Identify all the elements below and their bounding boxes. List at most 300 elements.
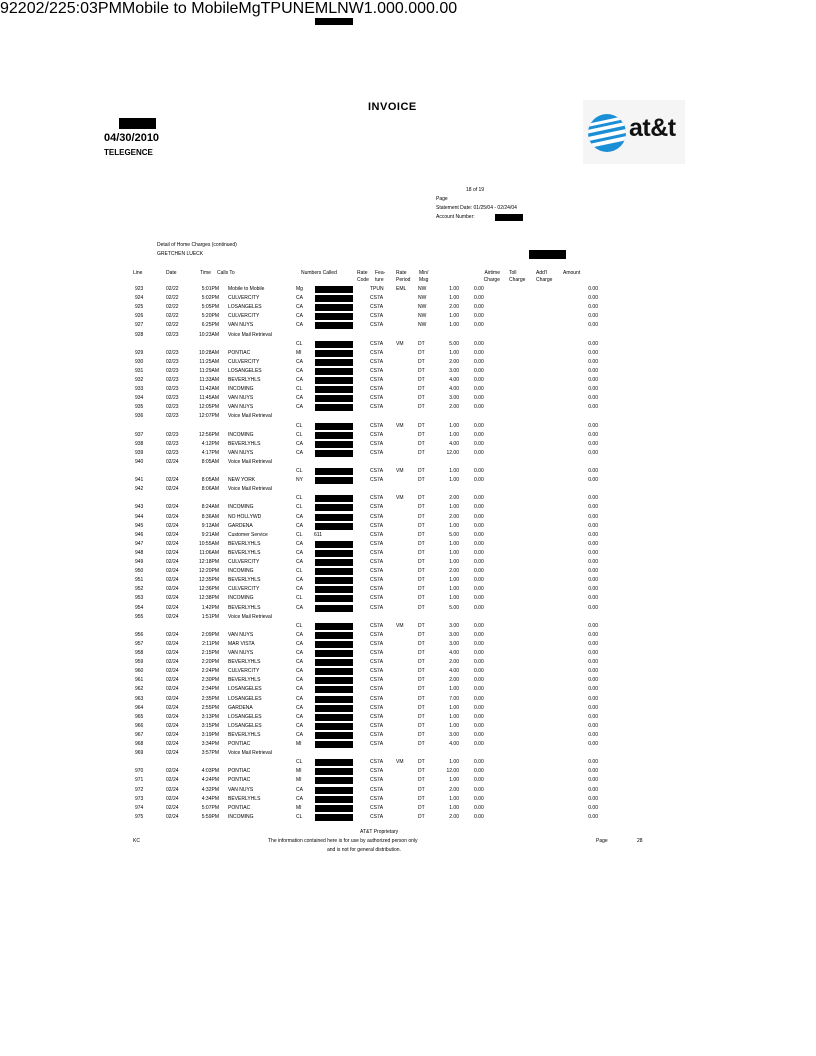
cell-line: 949 [135, 559, 144, 565]
cell-airtime: 0.00 [474, 759, 484, 766]
cell-time: 5:07PM [201, 804, 219, 811]
cell-state: NY [296, 477, 303, 484]
cell-amount: 0.00 [588, 404, 598, 411]
footer-page-number: 28 [637, 838, 643, 844]
cell-rate-period: DT [418, 367, 425, 374]
cell-calls-to: PONTIAC [228, 777, 251, 784]
cell-time: 5:20PM [201, 313, 219, 320]
cell-date: 02/24 [166, 568, 179, 575]
table-row [0, 413, 816, 420]
cell-amount: 0.00 [588, 468, 598, 474]
cell-line: 958 [135, 650, 144, 656]
cell-amount: 0.00 [588, 395, 598, 402]
cell-calls-to: NO HOLLYWD [228, 513, 262, 520]
redacted-number [315, 777, 353, 784]
cell-rate-period: DT [418, 577, 425, 584]
cell-state: CA [296, 677, 303, 684]
cell-rate-code: CS7A [370, 513, 384, 520]
cell-date: 02/24 [166, 713, 179, 720]
cell-rate-period: DT [418, 813, 425, 820]
cell-rate-period: DT [418, 659, 425, 666]
cell-date: 02/24 [166, 549, 179, 556]
cell-date: 02/22 [166, 304, 179, 311]
cell-line: 930 [135, 358, 144, 365]
cell-rate-period: DT [418, 595, 425, 602]
cell-rate-code: CS7A [370, 522, 384, 529]
col-airtime: Airtime Charge [483, 270, 500, 283]
cell-line: 946 [135, 531, 144, 538]
cell-time: 12:35PM [198, 577, 219, 584]
cell-min: 12.00 [446, 768, 459, 775]
table-row [0, 632, 816, 639]
footer-page-label: Page [596, 838, 608, 844]
cell-date: 02/24 [166, 586, 179, 593]
cell-min: 2.00 [449, 813, 459, 820]
table-row [0, 514, 816, 521]
invoice-date: 04/30/2010 [104, 132, 160, 144]
cell-time: 11:45AM [199, 395, 219, 402]
cell-amount: 0.00 [588, 477, 598, 484]
cell-min: 2.00 [449, 304, 459, 311]
cell-calls-to: PONTIAC [228, 804, 251, 811]
cell-min: 3.00 [449, 622, 459, 629]
table-row [0, 705, 816, 712]
cell-rate-code: CS7A [370, 404, 384, 411]
cell-airtime: 0.00 [474, 559, 484, 565]
redacted-number [315, 341, 353, 348]
cell-line: 945 [135, 522, 144, 529]
cell-amount: 0.00 [588, 440, 598, 447]
cell-line: 947 [135, 540, 144, 547]
redacted-number [315, 759, 353, 766]
redacted-number [315, 504, 353, 511]
footer-code: KC [133, 838, 140, 844]
cell-airtime: 0.00 [474, 604, 484, 611]
cell-calls-to: VAN NUYS [228, 786, 254, 793]
cell-state: CL [296, 531, 303, 538]
cell-line: 950 [135, 568, 144, 575]
cell-amount: 0.00 [588, 322, 598, 329]
cell-date: 02/24 [166, 722, 179, 729]
table-row [0, 432, 816, 439]
col-rate-period: Rate Period [396, 270, 411, 283]
cell-amount: 0.00 [588, 286, 598, 292]
cell-state: CA [296, 295, 303, 302]
cell-rate-code: CS7A [370, 804, 384, 811]
redacted-number [315, 350, 353, 357]
cell-time: 2:20PM [201, 659, 219, 666]
cell-time: 12:05PM [198, 404, 219, 411]
cell-calls-to: CULVERCITY [228, 586, 260, 593]
cell-rate-code: CS7A [370, 295, 384, 302]
cell-line: 941 [135, 477, 144, 484]
redacted-number [315, 568, 353, 575]
cell-line: 944 [135, 513, 144, 520]
cell-calls-to: INCOMING [228, 568, 254, 575]
cell-rate-period: DT [418, 477, 425, 484]
cell-rate-period: DT [418, 395, 425, 402]
cell-date: 02/24 [166, 604, 179, 611]
table-row [0, 659, 816, 666]
cell-line: 926 [135, 313, 144, 320]
cell-rate-code: CS7A [370, 304, 384, 311]
cell-rate-code: TPUN [260, 0, 305, 17]
cell-rate-code: CS7A [370, 741, 384, 747]
cell-amount: 0.00 [588, 340, 598, 347]
cell-time: 3:34PM [201, 741, 219, 747]
table-row [0, 404, 816, 411]
cell-airtime: 0.00 [474, 386, 484, 393]
cell-amount: 0.00 [588, 586, 598, 593]
cell-amount: 0.00 [588, 513, 598, 520]
cell-time: 3:15PM [201, 722, 219, 729]
table-row [0, 759, 816, 766]
cell-rate-period: DT [418, 386, 425, 393]
cell-rate-code: CS7A [370, 559, 384, 565]
cell-state: CA [296, 577, 303, 584]
cell-time: 12:20PM [198, 568, 219, 575]
cell-line: 965 [135, 713, 144, 720]
cell-amount: 0.00 [588, 449, 598, 456]
cell-amount: 0.00 [588, 595, 598, 602]
cell-state: CA [296, 659, 303, 666]
col-numbers-called: Numbers Called [301, 270, 337, 276]
cell-airtime: 0.00 [474, 504, 484, 511]
cell-rate-period: DT [418, 440, 425, 447]
cell-rate-code: CS7A [370, 568, 384, 575]
cell-calls-to: BEVERLYHLS [228, 604, 261, 611]
cell-time: 4:03PM [201, 768, 219, 775]
cell-airtime: 0.00 [474, 349, 484, 356]
cell-calls-to: Voice Mail Retrieval [228, 486, 272, 493]
redacted-number [315, 432, 353, 439]
cell-rate-code: CS7A [370, 549, 384, 556]
cell-rate-code: CS7A [370, 722, 384, 729]
cell-airtime: 0.00 [474, 631, 484, 638]
cell-rate-period: DT [418, 586, 425, 593]
table-row [0, 777, 816, 784]
cell-time: 8:05AM [201, 458, 219, 465]
table-row [0, 714, 816, 721]
cell-rate-period: NW [418, 322, 427, 329]
cell-rate-period: NW [418, 313, 427, 320]
logo-text: at&t [629, 114, 676, 142]
cell-airtime: 0.00 [474, 340, 484, 347]
cell-amount: 0.00 [588, 540, 598, 547]
table-row [0, 677, 816, 684]
cell-airtime: 0.00 [474, 468, 484, 474]
cell-calls-to: Voice Mail Retrieval [228, 613, 272, 620]
cell-line: 931 [135, 367, 144, 374]
proprietary-label: AT&T Proprietary [360, 829, 399, 835]
cell-amount: 0.00 [588, 768, 598, 775]
cell-calls-to: CULVERCITY [228, 295, 260, 302]
customer-name: GRETCHEN LUECK [157, 251, 204, 257]
redacted-number [315, 768, 353, 775]
cell-calls-to: BEVERLYHLS [228, 677, 261, 684]
cell-line: 954 [135, 604, 144, 611]
cell-date: 02/24 [166, 686, 179, 693]
cell-rate-code: CS7A [370, 504, 384, 511]
cell-line: 975 [135, 813, 144, 820]
cell-state: CL [296, 386, 303, 393]
redacted-number [315, 523, 353, 530]
cell-line: 923 [135, 286, 144, 292]
cell-rate-period: DT [418, 768, 425, 775]
cell-time: 1:42PM [201, 604, 219, 611]
cell-amount: 0.00 [588, 568, 598, 575]
redacted-number [315, 550, 353, 557]
cell-calls-to: INCOMING [228, 386, 254, 393]
cell-min: 1.00 [449, 295, 459, 302]
cell-time: 2:11PM [202, 640, 219, 647]
cell-rate-code: CS7A [370, 349, 384, 356]
cell-min: 1.00 [449, 795, 459, 802]
cell-min: 1.00 [449, 804, 459, 811]
cell-min: 5.00 [449, 340, 459, 347]
cell-line: 935 [135, 404, 144, 411]
cell-airtime: 0.00 [474, 395, 484, 402]
cell-airtime: 0.00 [474, 568, 484, 575]
cell-state: CA [296, 440, 303, 447]
cell-state: CA [296, 650, 303, 656]
cell-amount: 0.00 [588, 786, 598, 793]
cell-rate-period: NW [418, 304, 427, 311]
cell-state: CA [296, 513, 303, 520]
cell-rate-code: CS7A [370, 604, 384, 611]
page-of: 18 of 19 [466, 187, 485, 193]
cell-line: 966 [135, 722, 144, 729]
cell-state: CA [296, 358, 303, 365]
cell-rate-code: CS7A [370, 477, 384, 484]
cell-rate-code: CS7A [370, 313, 384, 320]
cell-amount: 0.00 [588, 531, 598, 538]
cell-rate-period: DT [418, 731, 425, 738]
cell-rate-period: DT [418, 377, 425, 383]
cell-airtime: 0.00 [474, 531, 484, 538]
cell-state: CA [296, 704, 303, 711]
cell-rate-period: DT [418, 522, 425, 529]
redacted-number [315, 787, 353, 794]
cell-min: 1.00 [449, 722, 459, 729]
redacted-number [315, 441, 353, 448]
cell-amount: 0.00 [588, 577, 598, 584]
redacted-number [315, 423, 353, 430]
cell-rate-code: CS7A [370, 449, 384, 456]
redacted-number [315, 814, 353, 821]
cell-rate-period: DT [418, 677, 425, 684]
cell-min: 4.00 [449, 386, 459, 393]
cell-min: 3.00 [449, 640, 459, 647]
redacted-number [315, 586, 353, 593]
cell-amount: 0.00 [588, 431, 598, 438]
cell-date: 02/24 [166, 540, 179, 547]
cell-calls-to: CULVERCITY [228, 313, 260, 320]
table-row [0, 486, 816, 493]
cell-date: 02/24 [166, 522, 179, 529]
redacted-number [315, 304, 353, 311]
table-row [0, 350, 816, 357]
cell-airtime: 0.00 [474, 440, 484, 447]
cell-time: 10:28AM [198, 349, 219, 356]
cell-rate-period: DT [418, 340, 425, 347]
redacted-number [315, 668, 353, 675]
cell-rate-period: DT [418, 759, 425, 766]
cell-airtime: 0.00 [474, 586, 484, 593]
cell-calls-to: VAN NUYS [228, 404, 254, 411]
table-row [0, 332, 816, 339]
table-row [0, 814, 816, 821]
cell-time: 4:34PM [201, 795, 219, 802]
section-title: Detail of Home Charges (continued) [157, 242, 237, 248]
cell-time: 8:36AM [201, 513, 219, 520]
cell-amount: 0.00 [588, 695, 598, 702]
cell-amount: 0.00 [588, 422, 598, 429]
cell-calls-to: BEVERLYHLS [228, 540, 261, 547]
cell-time: 8:05AM [201, 477, 219, 484]
cell-min: 1.00 [449, 559, 459, 565]
cell-line: 956 [135, 631, 144, 638]
redaction-box [529, 250, 566, 259]
cell-min: 1.00 [449, 504, 459, 511]
cell-airtime: 0.00 [474, 577, 484, 584]
cell-date: 02/24 [166, 741, 179, 747]
cell-state: CA [296, 668, 303, 675]
cell-rate-period: DT [418, 513, 425, 520]
cell-time: 2:34PM [201, 686, 219, 693]
cell-calls-to: Voice Mail Retrieval [228, 413, 272, 420]
cell-line: 951 [135, 577, 144, 584]
cell-date: 02/23 [166, 358, 179, 365]
cell-amount: 0.00 [588, 504, 598, 511]
table-row [0, 568, 816, 575]
company-name: TELEGENCE [104, 148, 153, 157]
cell-min: 1.00 [449, 322, 459, 329]
cell-rate-period: DT [418, 804, 425, 811]
cell-airtime: 0.00 [474, 786, 484, 793]
redacted-number [315, 595, 353, 602]
cell-rate-code: CS7A [370, 586, 384, 593]
cell-rate-code: CS7A [370, 677, 384, 684]
cell-rate-code: CS7A [370, 768, 384, 775]
cell-state: MI [296, 777, 302, 784]
cell-line: 922 [0, 0, 27, 17]
table-row [0, 341, 816, 348]
cell-time: 3:57PM [201, 750, 219, 757]
cell-rate-code: TPUN [370, 286, 384, 292]
redacted-number [315, 395, 353, 402]
cell-date: 02/23 [166, 395, 179, 402]
cell-state: CA [296, 686, 303, 693]
table-row [0, 595, 816, 602]
cell-date: 02/24 [166, 804, 179, 811]
table-row [0, 559, 816, 566]
cell-line: 964 [135, 704, 144, 711]
cell-time: 3:19PM [201, 731, 219, 738]
cell-time: 12:38PM [198, 595, 219, 602]
cell-rate-period: DT [418, 422, 425, 429]
cell-time: 5:02PM [201, 295, 219, 302]
cell-state: CA [296, 604, 303, 611]
cell-calls-to: Voice Mail Retrieval [228, 750, 272, 757]
cell-date: 02/24 [166, 677, 179, 684]
cell-calls-to: Mobile to Mobile [228, 286, 265, 292]
cell-min: 5.00 [449, 531, 459, 538]
table-row [0, 732, 816, 739]
cell-rate-code: CS7A [370, 377, 384, 383]
cell-state: CA [296, 549, 303, 556]
cell-amount: 0.00 [588, 631, 598, 638]
table-row [0, 805, 816, 812]
account-number-label: Account Number: [436, 214, 475, 220]
cell-rate-period: DT [418, 686, 425, 693]
cell-state: CA [296, 695, 303, 702]
cell-amount: 0.00 [588, 650, 598, 656]
cell-state: CL [296, 759, 303, 766]
cell-date: 02/22 [166, 322, 179, 329]
cell-amount: 0.00 [588, 813, 598, 820]
cell-rate-code: CS7A [370, 622, 384, 629]
cell-calls-to: BEVERLYHLS [228, 549, 261, 556]
cell-airtime: 0.00 [474, 286, 484, 292]
cell-airtime: 0.00 [474, 513, 484, 520]
cell-amount: 0.00 [588, 604, 598, 611]
cell-line: 932 [135, 377, 144, 383]
cell-rate-period: DT [418, 668, 425, 675]
redacted-number [315, 18, 353, 25]
table-row [0, 368, 816, 375]
cell-time: 4:24PM [201, 777, 219, 784]
cell-line: 924 [135, 295, 144, 302]
cell-feature: EML [304, 0, 338, 17]
cell-calls-to: CULVERCITY [228, 559, 260, 565]
cell-rate-period: DT [418, 713, 425, 720]
cell-airtime: 0.00 [474, 522, 484, 529]
cell-airtime: 0.00 [474, 722, 484, 729]
cell-line: 928 [135, 331, 144, 338]
cell-min: 3.00 [449, 395, 459, 402]
cell-min: 1.00 [449, 422, 459, 429]
cell-amount: 0.00 [588, 704, 598, 711]
cell-rate-code: CS7A [370, 468, 384, 474]
cell-amount: 0.00 [588, 549, 598, 556]
cell-date: 02/24 [166, 595, 179, 602]
cell-rate-code: CS7A [370, 440, 384, 447]
redacted-number [315, 359, 353, 366]
cell-rate-code: CS7A [370, 686, 384, 693]
cell-rate-code: CS7A [370, 386, 384, 393]
cell-calls-to: PONTIAC [228, 768, 251, 775]
cell-line: 967 [135, 731, 144, 738]
cell-airtime: 0.00 [474, 668, 484, 675]
cell-state: CA [296, 631, 303, 638]
cell-min: 1.00 [449, 286, 459, 292]
cell-airtime: 0.00 [474, 549, 484, 556]
cell-date: 02/24 [166, 786, 179, 793]
cell-calls-to: LOSANGELES [228, 367, 262, 374]
cell-time: 2:35PM [201, 695, 219, 702]
cell-calls-to: LOSANGELES [228, 304, 262, 311]
cell-date: 02/24 [166, 795, 179, 802]
redaction-box [119, 118, 156, 129]
cell-rate-period: DT [418, 349, 425, 356]
cell-time: 12:07PM [198, 413, 219, 420]
cell-airtime: 0.00 [474, 704, 484, 711]
redacted-number [315, 295, 353, 302]
redacted-number [315, 368, 353, 375]
cell-state: MI [296, 804, 302, 811]
table-row [0, 477, 816, 484]
